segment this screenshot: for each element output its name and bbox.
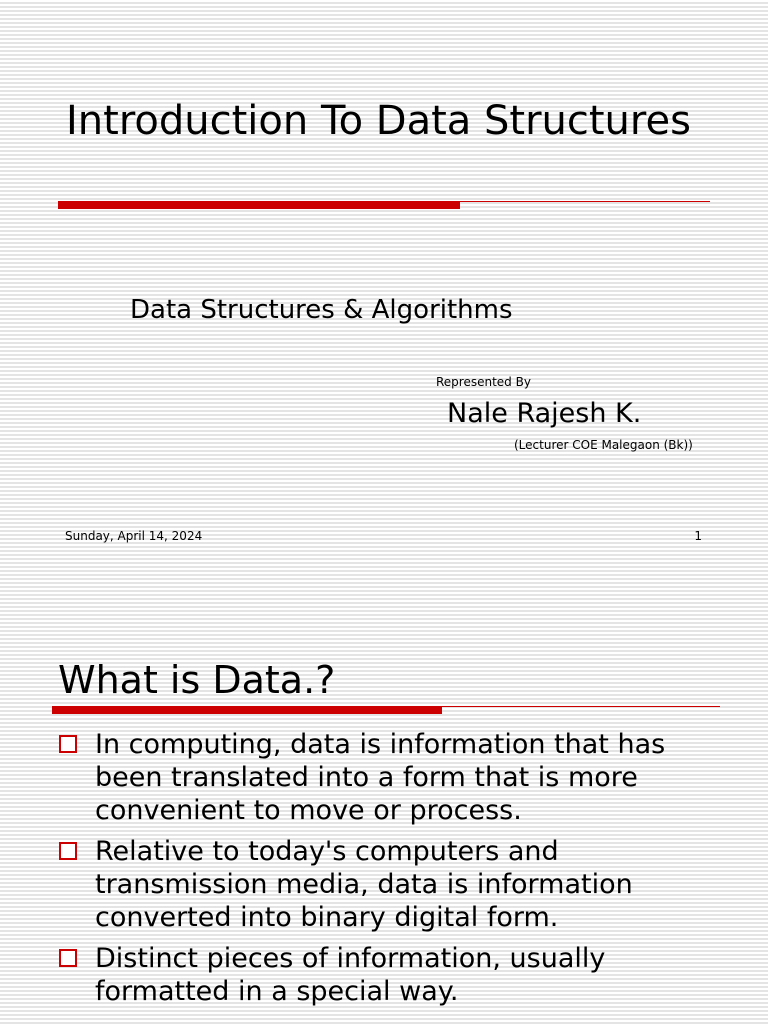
- hollow-square-icon: [59, 735, 77, 753]
- represented-by-label: Represented By: [436, 375, 531, 389]
- page-number: 1: [694, 529, 702, 543]
- title-underline: [58, 201, 710, 202]
- bullet-text: Relative to today's computers and transmission media, data is information converted into binary digital form.: [95, 836, 633, 933]
- bullet-item: [58, 728, 738, 827]
- slide-what-is-data: [0, 640, 768, 1024]
- underline-thick: [58, 201, 460, 209]
- title-underline: [52, 706, 720, 707]
- bullet-item: [58, 942, 738, 1008]
- hollow-square-icon: [59, 949, 77, 967]
- author-name: Nale Rajesh K.: [447, 398, 642, 429]
- footer-date: Sunday, April 14, 2024: [65, 529, 203, 543]
- author-role: (Lecturer COE Malegaon (Bk)): [514, 438, 693, 452]
- underline-thick: [52, 706, 442, 714]
- hollow-square-icon: [59, 842, 77, 860]
- slide-1-title: Introduction To Data Structures: [66, 98, 691, 144]
- bullet-list: [58, 728, 738, 1016]
- bullet-text: Distinct pieces of information, usually formatted in a special way.: [95, 943, 606, 1007]
- slide-1-subtitle: Data Structures & Algorithms: [130, 295, 513, 325]
- bullet-item: [58, 835, 738, 934]
- bullet-text: In computing, data is information that has been translated into a form that is more convenient to move or process.: [95, 729, 666, 826]
- slide-2-title: What is Data.?: [58, 658, 336, 702]
